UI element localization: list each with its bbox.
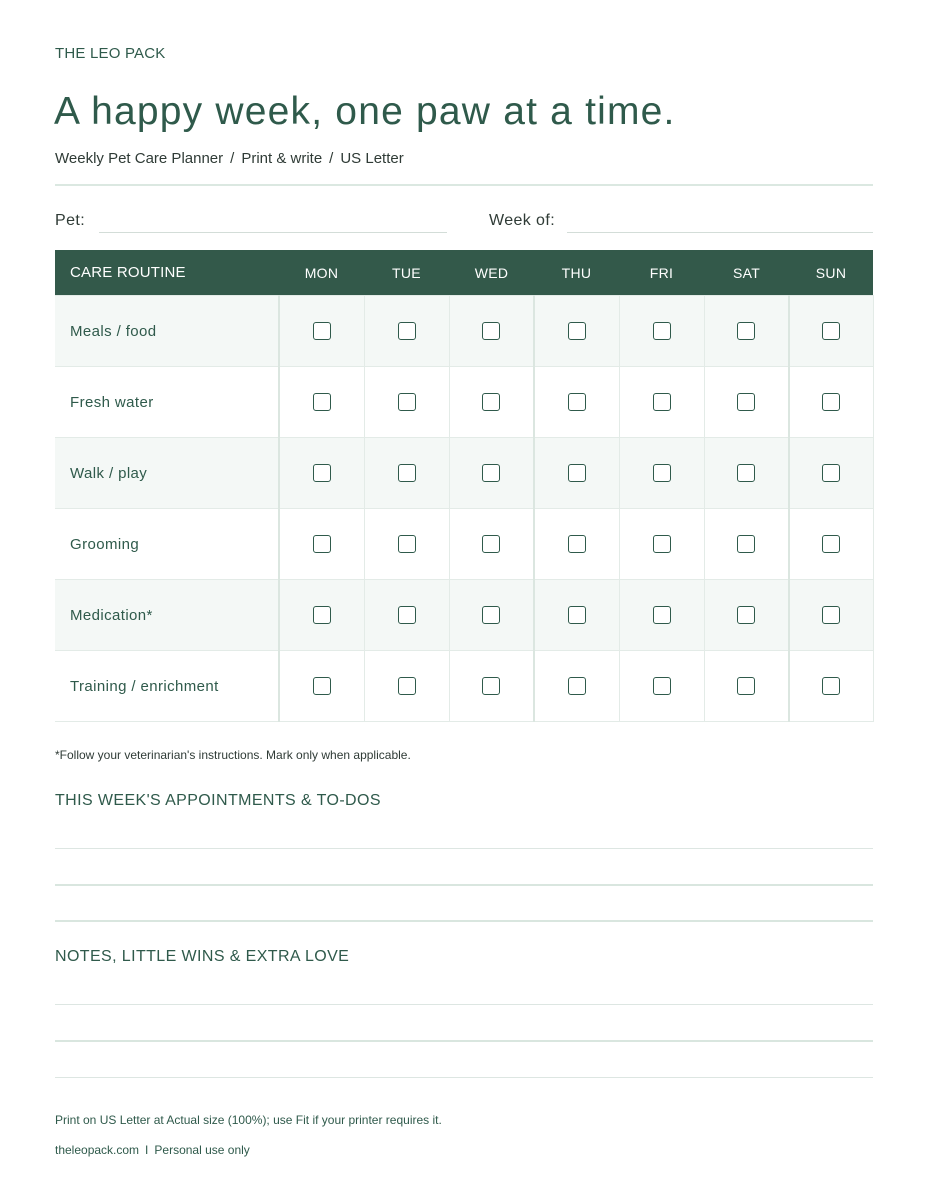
appointments-line[interactable] [55, 920, 873, 922]
checkbox-tue[interactable] [398, 677, 416, 695]
checkbox-thu[interactable] [568, 322, 586, 340]
day-cell [534, 509, 619, 580]
checkbox-tue[interactable] [398, 606, 416, 624]
checkbox-wed[interactable] [482, 535, 500, 553]
table-row [55, 296, 873, 367]
checkbox-sun[interactable] [822, 606, 840, 624]
checkbox-sat[interactable] [737, 606, 755, 624]
day-cell [619, 438, 704, 509]
day-header-fri: FRI [619, 250, 704, 296]
pet-label: Pet: [55, 212, 86, 229]
subtitle-planner: Weekly Pet Care Planner [55, 150, 224, 167]
subtitle-separator: / [230, 150, 235, 167]
day-cell [789, 651, 873, 722]
page-title: A happy week, one paw at a time. [54, 90, 676, 133]
table-row [55, 580, 873, 651]
footer-separator: I [145, 1143, 149, 1157]
day-cell [534, 651, 619, 722]
checkbox-thu[interactable] [568, 393, 586, 411]
checkbox-fri[interactable] [653, 606, 671, 624]
checkbox-wed[interactable] [482, 464, 500, 482]
checkbox-sat[interactable] [737, 535, 755, 553]
table-row [55, 509, 873, 580]
day-cell [789, 438, 873, 509]
day-cell [789, 580, 873, 651]
day-header-tue: TUE [364, 250, 449, 296]
checkbox-thu[interactable] [568, 677, 586, 695]
checkbox-fri[interactable] [653, 677, 671, 695]
day-cell [534, 367, 619, 438]
checkbox-sat[interactable] [737, 322, 755, 340]
day-cell [449, 509, 534, 580]
appointments-line[interactable] [55, 884, 873, 886]
day-cell [449, 367, 534, 438]
checkbox-fri[interactable] [653, 393, 671, 411]
notes-line[interactable] [55, 1077, 873, 1078]
day-cell [279, 438, 364, 509]
website-link[interactable]: theleopack.com [55, 1143, 140, 1157]
day-cell [364, 651, 449, 722]
day-cell [449, 651, 534, 722]
week-of-line[interactable] [567, 232, 873, 233]
checkbox-thu[interactable] [568, 464, 586, 482]
print-instructions: Print on US Letter at Actual size (100%); use Fit if your printer requires it. [55, 1113, 442, 1127]
header-divider [55, 184, 873, 186]
day-header-mon: MON [279, 250, 364, 296]
day-cell [534, 438, 619, 509]
checkbox-sun[interactable] [822, 322, 840, 340]
medication-footnote: *Follow your veterinarian's instructions. Mark only when applicable. [55, 748, 411, 762]
checkbox-mon[interactable] [313, 464, 331, 482]
day-cell [704, 367, 789, 438]
checkbox-wed[interactable] [482, 393, 500, 411]
day-cell [534, 580, 619, 651]
day-cell [619, 296, 704, 367]
day-cell [364, 296, 449, 367]
day-cell [619, 651, 704, 722]
subtitle-paper: US Letter [340, 150, 404, 167]
week-of-label: Week of: [489, 212, 556, 229]
day-header-wed: WED [449, 250, 534, 296]
care-routine-header: CARE ROUTINE [55, 250, 279, 296]
subtitle [55, 150, 404, 167]
day-cell [364, 367, 449, 438]
routine-label: Training / enrichment [55, 651, 279, 722]
checkbox-mon[interactable] [313, 393, 331, 411]
day-cell [704, 296, 789, 367]
checkbox-sat[interactable] [737, 393, 755, 411]
routine-label: Walk / play [55, 438, 279, 509]
day-cell [704, 509, 789, 580]
checkbox-tue[interactable] [398, 322, 416, 340]
checkbox-thu[interactable] [568, 535, 586, 553]
brand-name: THE LEO PACK [55, 45, 166, 62]
checkbox-tue[interactable] [398, 393, 416, 411]
day-cell [704, 438, 789, 509]
day-cell [704, 651, 789, 722]
day-cell [619, 580, 704, 651]
notes-title: NOTES, LITTLE WINS & EXTRA LOVE [55, 948, 350, 965]
day-cell [449, 580, 534, 651]
checkbox-wed[interactable] [482, 606, 500, 624]
day-cell [279, 367, 364, 438]
checkbox-sun[interactable] [822, 535, 840, 553]
checkbox-fri[interactable] [653, 535, 671, 553]
checkbox-sun[interactable] [822, 677, 840, 695]
checkbox-mon[interactable] [313, 322, 331, 340]
day-cell [449, 296, 534, 367]
checkbox-sat[interactable] [737, 677, 755, 695]
checkbox-sun[interactable] [822, 393, 840, 411]
day-cell [364, 509, 449, 580]
day-cell [279, 651, 364, 722]
day-cell [279, 509, 364, 580]
pet-name-line[interactable] [99, 232, 447, 233]
routine-label: Meals / food [55, 296, 279, 367]
day-cell [789, 509, 873, 580]
day-cell [279, 296, 364, 367]
checkbox-sat[interactable] [737, 464, 755, 482]
checkbox-tue[interactable] [398, 535, 416, 553]
day-cell [364, 580, 449, 651]
routine-label: Medication* [55, 580, 279, 651]
footer-credits [55, 1143, 250, 1157]
routine-label: Fresh water [55, 367, 279, 438]
checkbox-mon[interactable] [313, 606, 331, 624]
day-cell [364, 438, 449, 509]
day-cell [279, 580, 364, 651]
notes-line[interactable] [55, 1040, 873, 1042]
table-row [55, 367, 873, 438]
checkbox-mon[interactable] [313, 535, 331, 553]
day-cell [789, 296, 873, 367]
subtitle-separator: / [329, 150, 334, 167]
license-note: Personal use only [154, 1143, 250, 1157]
day-cell [619, 509, 704, 580]
subtitle-print: Print & write [241, 150, 323, 167]
checkbox-sun[interactable] [822, 464, 840, 482]
routine-label: Grooming [55, 509, 279, 580]
day-cell [534, 296, 619, 367]
notes-line[interactable] [55, 1004, 873, 1005]
appointments-title: THIS WEEK'S APPOINTMENTS & TO-DOS [55, 792, 381, 809]
checkbox-thu[interactable] [568, 606, 586, 624]
checkbox-fri[interactable] [653, 464, 671, 482]
checkbox-tue[interactable] [398, 464, 416, 482]
day-cell [449, 438, 534, 509]
table-header-row [55, 250, 873, 296]
care-routine-table [55, 250, 874, 722]
day-header-sun: SUN [789, 250, 873, 296]
day-cell [789, 367, 873, 438]
day-header-thu: THU [534, 250, 619, 296]
day-cell [619, 367, 704, 438]
checkbox-wed[interactable] [482, 677, 500, 695]
appointments-line[interactable] [55, 848, 873, 849]
checkbox-wed[interactable] [482, 322, 500, 340]
checkbox-mon[interactable] [313, 677, 331, 695]
day-header-sat: SAT [704, 250, 789, 296]
table-row [55, 438, 873, 509]
day-cell [704, 580, 789, 651]
table-row [55, 651, 873, 722]
checkbox-fri[interactable] [653, 322, 671, 340]
